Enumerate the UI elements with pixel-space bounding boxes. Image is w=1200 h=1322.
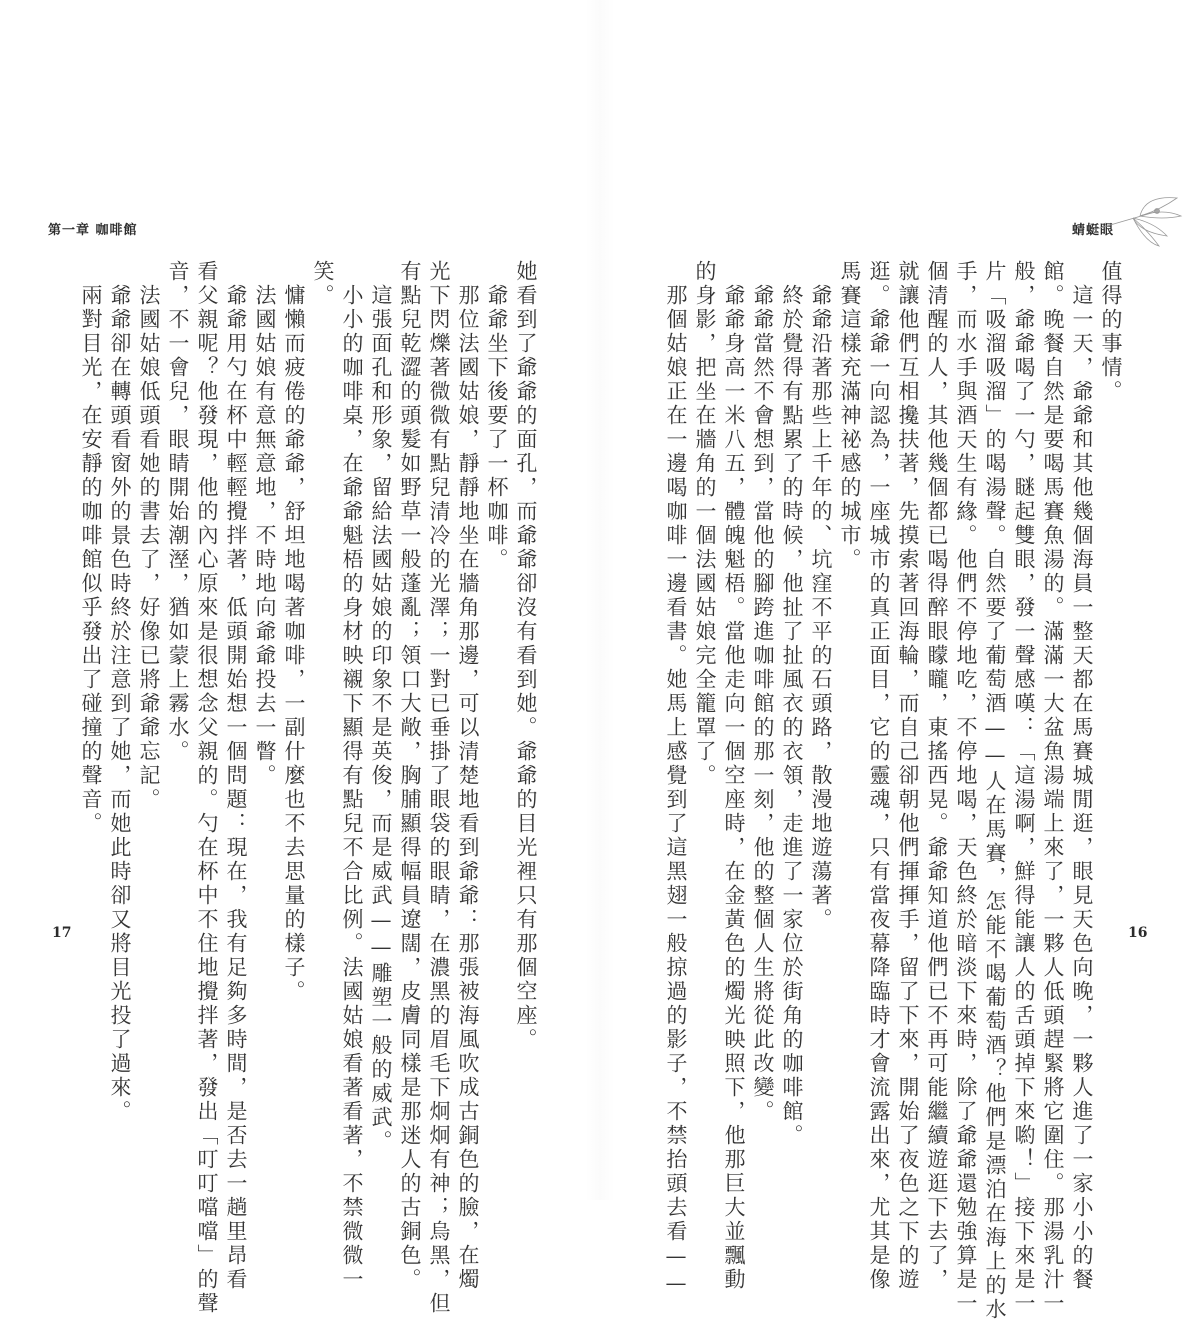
text-line: 終於覺得有點累了的時候，他扯了扯風衣的衣領，走進了一家位於街角的咖啡館。 — [780, 260, 804, 1148]
text-line: 館。晚餐自然是要喝馬賽魚湯的。滿滿一大盆魚湯端上來了，一夥人低頭趕緊將它圍住。那湯乳汁一 — [1041, 260, 1065, 1316]
gutter — [585, 0, 615, 1200]
text-line: 的身影，把坐在牆角的一個法國姑娘完全籠罩了。 — [693, 260, 717, 788]
text-line: 馬賽這樣充滿神祕感的城市。 — [838, 260, 862, 572]
text-line: 就讓他們互相攙扶著，先摸索著回海輪，而自己卻朝他們揮揮手，留了下來，開始了夜色之下的遊 — [896, 260, 920, 1292]
text-line: 兩對目光，在安靜的咖啡館似乎發出了碰撞的聲音。 — [79, 260, 103, 836]
text-line: 那位法國姑娘，靜靜地坐在牆角那邊，可以清楚地看到爺爺：那張被海風吹成古銅色的臉，在燭 — [456, 260, 480, 1292]
text-line: 爺爺用勺在杯中輕輕攪拌著，低頭開始想一個問題：現在，我有足夠多時間，是否去一趟里昂看 — [224, 260, 248, 1292]
text-line: 個清醒的人，其他幾個都已喝得醉眼矇矓，東搖西晃。爺爺知道他們已不再可能繼續遊逛下去了， — [925, 260, 949, 1292]
text-line: 逛。爺爺一向認為，一座城市的真正面目，它的靈魂，只有當夜幕降臨時才會流露出來，尤其是像 — [867, 260, 891, 1292]
text-line: 小小的咖啡桌，在爺爺魁梧的身材映襯下顯得有點兒不合比例。法國姑娘看著看著，不禁微微一 — [340, 260, 364, 1292]
text-line: 這一天，爺爺和其他幾個海員一整天都在馬賽城閒逛，眼見天色向晚，一夥人進了一家小小的餐 — [1070, 260, 1094, 1292]
text-line: 爺爺身高一米八五，體魄魁梧。當他走向一個空座時，在金黃色的燭光映照下，他那巨大並飄動 — [722, 260, 746, 1292]
text-line: 爺爺沿著那些上千年的、坑窪不平的石頭路，散漫地遊蕩著。 — [809, 260, 833, 932]
text-line: 音，不一會兒，眼睛開始潮溼，猶如蒙上霧水。 — [166, 260, 190, 764]
text-line: 法國姑娘低頭看她的書去了，好像已將爺爺忘記。 — [137, 260, 161, 812]
text-line: 法國姑娘有意無意地，不時地向爺爺投去一瞥。 — [253, 260, 277, 788]
text-line: 手，而水手與酒天生有緣。他們不停地吃，不停地喝，天色終於暗淡下來時，除了爺爺還勉強算是一 — [954, 260, 978, 1316]
text-line: 值得的事情。 — [1099, 260, 1123, 404]
chapter-header: 第一章 咖啡館 — [48, 223, 138, 238]
text-line: 般，爺爺喝了一勺，瞇起雙眼，發一聲感嘆：「這湯啊，鮮得能讓人的舌頭掉下來喲！」接下來是一 — [1012, 260, 1036, 1316]
right-page-body — [655, 260, 1125, 1322]
text-line: 笑。 — [311, 260, 335, 308]
page-number-left: 17 — [52, 925, 72, 941]
dragonfly-icon — [1085, 190, 1185, 250]
text-line: 看父親呢？他發現，他的內心原來是很想念父親的。勺在杯中不住地攪拌著，發出「叮叮噹噹」的聲 — [195, 260, 219, 1316]
text-line: 爺爺當然不會想到，當他的腳跨進咖啡館的那一刻，他的整個人生將從此改變。 — [751, 260, 775, 1124]
page-number-right: 16 — [1128, 925, 1148, 941]
text-line: 她看到了爺爺的面孔，而爺爺卻沒有看到她。爺爺的目光裡只有那個空座。 — [514, 260, 538, 1052]
book-title-header: 蜻蜓眼 — [1072, 223, 1115, 238]
text-line: 這張面孔和形象，留給法國姑娘的印象不是英俊，而是威武——雕塑一般的威武。 — [369, 260, 393, 1154]
text-line: 爺爺卻在轉頭看窗外的景色時終於注意到了她，而她此時卻又將目光投了過來。 — [108, 260, 132, 1124]
text-line: 光下閃爍著微微有點兒清冷的光澤；一對已垂掛了眼袋的眼睛，在濃黑的眉毛下炯炯有神；烏黑，但 — [427, 260, 451, 1316]
text-line: 慵懶而疲倦的爺爺，舒坦地喝著咖啡，一副什麼也不去思量的樣子。 — [282, 260, 306, 1004]
text-line: 那個姑娘正在一邊喝咖啡一邊看書。她馬上感覺到了這黑翅一般掠過的影子，不禁抬頭去看—— — [664, 260, 688, 1298]
left-page-body — [79, 260, 540, 1316]
text-line: 有點兒乾澀的頭髮如野草一般蓬亂；領口大敞，胸脯顯得幅員遼闊，皮膚同樣是那迷人的古銅色。 — [398, 260, 422, 1292]
text-line: 爺爺坐下後要了一杯咖啡。 — [485, 260, 509, 572]
text-line: 片「吸溜吸溜」的喝湯聲。自然要了葡萄酒——人在馬賽，怎能不喝葡萄酒？他們是漂泊在海上的水 — [983, 260, 1007, 1322]
